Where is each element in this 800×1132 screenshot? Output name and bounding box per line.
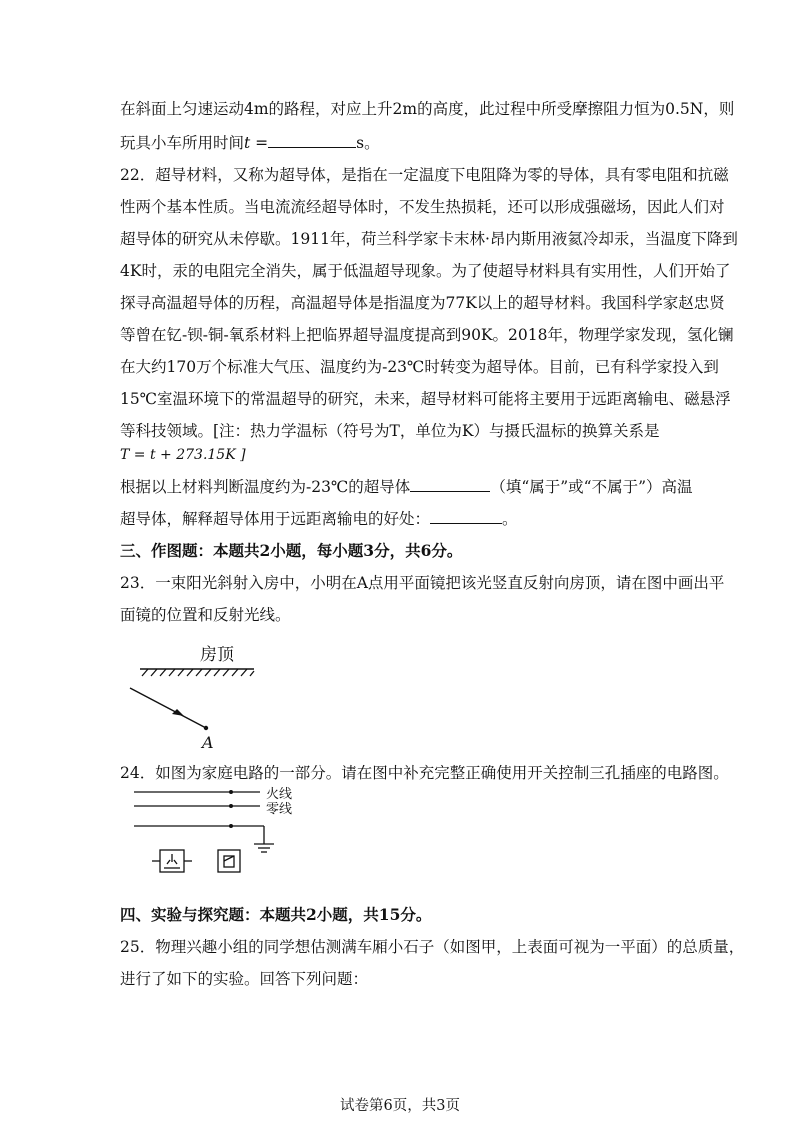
fig24-junction-dots <box>229 790 233 828</box>
q25-line-2: 进行了如下的实验。回答下列问题： <box>120 970 369 988</box>
q22-line-6: 等曾在钇-钡-铜-氧系材料上把临界超导温度提高到90K。2018年，物理学家发现，氢化镧 <box>120 326 734 344</box>
q24-line-1: 24．如图为家庭电路的一部分。请在图中补充完整正确使用开关控制三孔插座的电路图。 <box>120 764 729 782</box>
switch-icon[interactable] <box>218 850 240 872</box>
fig24-neutral-label: 零线 <box>266 802 293 817</box>
q22-period: 。 <box>502 510 518 528</box>
fig23-ceiling-hatch <box>142 669 254 676</box>
q22-line-7: 在大约170万个标准大气压、温度约为-23℃时转变为超导体。目前，已有科学家投入到 <box>120 358 719 376</box>
q22-answer-blank-1[interactable] <box>410 476 490 492</box>
section-3-header: 三、作图题：本题共2小题，每小题3分，共6分。 <box>120 541 463 560</box>
q23-line-2: 面镜的位置和反射光线。 <box>120 606 291 624</box>
socket-icon[interactable] <box>152 850 192 872</box>
q22-answer-blank-2[interactable] <box>430 508 502 524</box>
fig23-point-a <box>204 726 208 730</box>
q21-unit: s。 <box>356 134 380 152</box>
q22-line-9: 等科技领域。[注：热力学温标（符号为T，单位为K）与摄氏温标的换算关系是 <box>120 422 660 440</box>
q21-line-1: 在斜面上匀速运动4m的路程，对应上升2m的高度，此过程中所受摩擦阻力恒为0.5N，则 <box>120 100 735 118</box>
q23-line-1: 23．一束阳光斜射入房中，小明在A点用平面镜把该光竖直反射向房顶，请在图中画出平 <box>120 574 725 592</box>
q22-line-12 <box>120 508 518 530</box>
q25-line-1: 25．物理兴趣小组的同学想估测满车厢小石子（如图甲，上表面可视为一平面）的总质量， <box>120 938 745 956</box>
q21-line-2 <box>120 132 380 154</box>
q21-time-variable: t = <box>244 134 269 152</box>
fig23-diagram[interactable] <box>120 640 290 755</box>
q22-line-1: 22．超导材料，又称为超导体，是指在一定温度下电阻降为零的导体，具有零电阻和抗磁 <box>120 166 729 184</box>
q22-explain-text: 超导体，解释超导体用于远距离输电的好处： <box>120 510 431 528</box>
fig23-ray-arrow <box>172 709 184 716</box>
q22-line-2: 性两个基本性质。当电流流经超导体时，不发生热损耗，还可以形成强磁场，因此人们对 <box>120 198 725 216</box>
q22-line-3: 超导体的研究从未停歇。1911年，荷兰科学家卡末林·昂内斯用液氦冷却汞，当温度下降到 <box>120 230 738 248</box>
ground-icon <box>254 844 274 852</box>
q22-question-text: 根据以上材料判断温度约为-23℃的超导体 <box>120 478 411 496</box>
fig23-incident-ray <box>130 688 206 728</box>
q22-question-hint: （填“属于”或“不属于”）高温 <box>490 478 693 496</box>
section-4-header: 四、实验与探究题：本题共2小题，共15分。 <box>120 905 432 924</box>
q21-answer-blank[interactable] <box>268 132 356 148</box>
q22-line-11 <box>120 476 693 498</box>
q22-line-4: 4K时，汞的电阻完全消失，属于低温超导现象。为了使超导材料具有实用性，人们开始了 <box>120 262 731 280</box>
q22-line-5: 探寻高温超导体的历程，高温超导体是指温度为77K以上的超导材料。我国科学家赵忠贤 <box>120 294 725 312</box>
fig24-live-label: 火线 <box>266 787 293 802</box>
page-footer: 试卷第6页，共3页 <box>340 1098 460 1114</box>
q22-line-8: 15℃室温环境下的常温超导的研究，未来，超导材料可能将主要用于远距离输电、磁悬浮 <box>120 390 731 408</box>
q22-formula: T = t + 273.15K ] <box>120 447 246 463</box>
fig23-ceiling-label: 房顶 <box>200 645 234 665</box>
q21-line-2-text: 玩具小车所用时间 <box>120 134 245 152</box>
fig23-point-label: A <box>202 733 214 752</box>
fig24-circuit[interactable] <box>130 786 310 886</box>
